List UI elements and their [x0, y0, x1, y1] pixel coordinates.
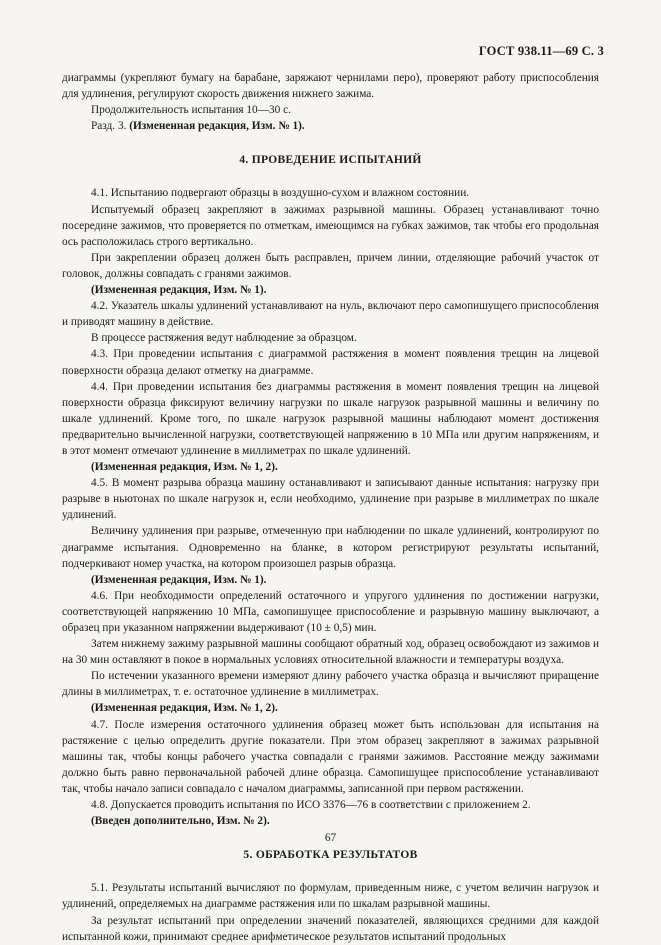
page-number: 67 [324, 832, 337, 844]
paragraph: За результат испытаний при определении значений показателей, являющихся средними для каждой испытанной кожи, принимают среднее арифметическое результатов испытаний продольных [62, 914, 599, 943]
paragraph: 4.5. В момент разрыва образца машину останавливают и записывают данные испытания: нагрузку при разрыве в ньютонах по шкале нагрузок и, если необходимо, удлинение при разрыве в миллиметрах по шкале удлинений. [62, 477, 599, 522]
paragraph: При закреплении образец должен быть расправлен, причем линии, отделяющие рабочий участок от головок, должны совпадать с гранями зажимов. [62, 251, 599, 280]
paragraph: 4.4. При проведении испытания без диаграммы растяжения в момент появления трещин на лицевой поверхности образца фиксируют величину нагрузки по шкале нагрузок разрывной машины и величину по шкале удлинений. Кроме того, по шкале нагрузок разрывной машины наблюдают момент достижения предварительно вычисленной нагрузки, соответствующей напряжению в 10 МПа или другим напряжениям, и в этот момент отмечают удлинение в миллиметрах по шкале удлинений. [62, 380, 599, 457]
paragraph: 4.7. После измерения остаточного удлинения образец может быть использован для испытания на растяжение с целью определить другие показатели. При этом образец закрепляют в зажимах разрывной машины так, чтобы концы рабочего участка совпадали с гранями зажимов. Расстояние между зажимами должно быть равно первоначальной рабочей длине образца. Самопишущее приспособление устанавливают так, чтобы начало записи совпадало с началом диаграммы, записанной при первом растяжении. [62, 718, 599, 795]
document-body [62, 70, 599, 945]
section-5-title: 5. ОБРАБОТКА РЕЗУЛЬТАТОВ [243, 849, 418, 862]
edit-note: (Измененная редакция, Изм. № 1). [91, 573, 267, 586]
paragraph: 4.6. При необходимости определений остаточного и упругого удлинения по достижении нагрузки, соответствующей напряжению 10 МПа, самопишущее приспособление и разрывную машину выключают, а образец при указанном напряжении выдерживают (10 ± 0,5) мин. [62, 589, 599, 634]
edit-note-text: (Измененная редакция, Изм. № 1). [129, 120, 305, 133]
paragraph: В процессе растяжения ведут наблюдение за образцом. [91, 332, 357, 345]
paragraph: 4.8. Допускается проводить испытания по ИСО 3376—76 в соответствии с приложением 2. [91, 799, 531, 812]
paragraph: По истечении указанного времени измеряют длину рабочего участка образца и вычисляют приращение длины в миллиметрах, т. е. остаточное удлинение в миллиметрах. [62, 670, 599, 699]
paragraph: Затем нижнему зажиму разрывной машины сообщают обратный ход, образец освобождают из зажимов и на 30 мин оставляют в покое в нормальных условиях относительной влажности и температуры воздуха. [62, 638, 600, 667]
paragraph: Величину удлинения при разрыве, отмеченную при наблюдении по шкале удлинений, контролируют по диаграмме испытания. Одновременно на бланке, в котором регистрируют результаты испытаний, подчеркивают номер участка, на котором произошел разрыв образца. [62, 525, 599, 570]
paragraph: 5.1. Результаты испытаний вычисляют по формулам, приведенным ниже, с учетом величин нагрузок и удлинений, определяемых на диаграмме растяжения или по шкалам разрывной машины. [62, 882, 599, 911]
paragraph: 4.1. Испытанию подвергают образцы в воздушно-сухом и влажном состоянии. [91, 187, 470, 200]
edit-note-prefix: Разд. 3. [91, 120, 130, 133]
standard-reference: ГОСТ 938.11—69 С. 3 [478, 44, 604, 58]
paragraph: Испытуемый образец закрепляют в зажимах разрывной машины. Образец устанавливают точно посередине зажимов, что проверяется по отметкам, имеющимся на губках зажимов, так чтобы его продольная ось расположилась строго вертикально. [62, 203, 599, 248]
paragraph: Продолжительность испытания 10—30 с. [91, 104, 291, 117]
section-4-title: 4. ПРОВЕДЕНИЕ ИСПЫТАНИЙ [239, 154, 422, 167]
paragraph: 4.2. Указатель шкалы удлинений устанавливают на нуль, включают перо самопишущего приспособления и приводят машину в действие. [62, 300, 599, 329]
paragraph: диаграммы (укрепляют бумагу на барабане, заряжают чернилами перо), проверяют работу приспособления для удлинения, регулируют скорость движения нижнего зажима. [62, 72, 599, 101]
edit-note: (Измененная редакция, Изм. № 1, 2). [91, 702, 278, 715]
paragraph: 4.3. При проведении испытания с диаграммой растяжения в момент появления трещин на лицевой поверхности образца делают отметку на диаграмме. [62, 348, 599, 377]
edit-note: (Измененная редакция, Изм. № 1, 2). [91, 461, 278, 474]
edit-note [62, 118, 599, 134]
edit-note: (Введен дополнительно, Изм. № 2). [91, 815, 270, 828]
edit-note: (Измененная редакция, Изм. № 1). [91, 284, 267, 297]
